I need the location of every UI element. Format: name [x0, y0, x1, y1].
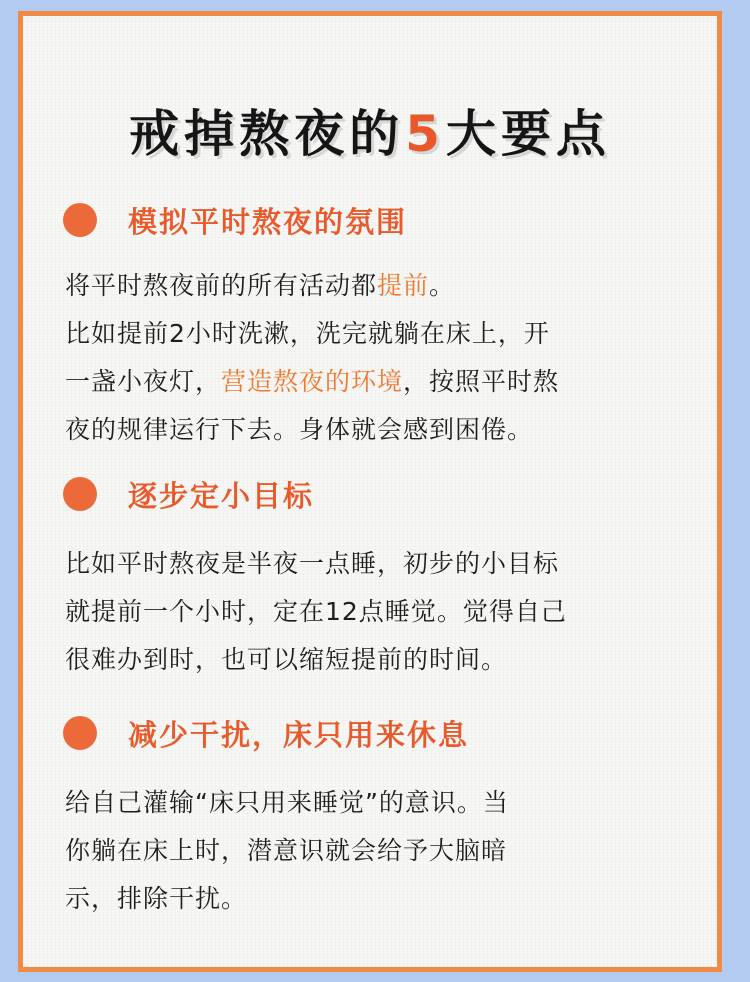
- text-segment: ，按照平时熬: [403, 367, 560, 396]
- section-body-1: [65, 262, 705, 454]
- body-line: [65, 779, 705, 827]
- text-segment: 给自己灌输“床只用来睡觉”的意识。当: [65, 788, 509, 817]
- section-heading-2: [63, 474, 314, 514]
- text-segment: 比如提前2小时洗漱，洗完就躺在床上，开: [65, 319, 550, 348]
- body-line: [65, 358, 705, 406]
- section-body-3: [65, 779, 705, 923]
- body-line: [65, 540, 705, 588]
- text-segment: 。: [429, 271, 456, 300]
- text-segment: 夜的规律运行下去。身体就会感到困倦。: [65, 415, 534, 444]
- title-number: 5: [405, 105, 445, 163]
- body-line: [65, 636, 705, 684]
- page-title: [23, 94, 717, 174]
- body-line: [65, 588, 705, 636]
- highlight-text: 营造熬夜的环境: [221, 367, 404, 396]
- section-heading-3: [63, 713, 469, 753]
- section-heading-text: 逐步定小目标: [128, 478, 315, 513]
- body-line: [65, 406, 705, 454]
- section-heading-1: [63, 200, 407, 240]
- text-segment: 比如平时熬夜是半夜一点睡，初步的小目标: [65, 549, 560, 578]
- content-card: [18, 11, 722, 972]
- text-segment: 示，排除干扰。: [65, 884, 248, 913]
- text-segment: 将平时熬夜前的所有活动都: [65, 271, 378, 300]
- body-line: [65, 875, 705, 923]
- bullet-dot-icon: [63, 203, 97, 237]
- body-line: [65, 310, 705, 358]
- title-suffix: 大要点: [445, 105, 611, 163]
- text-segment: 你躺在床上时，潜意识就会给予大脑暗: [65, 836, 508, 865]
- bullet-dot-icon: [63, 716, 97, 750]
- highlight-text: 提前: [377, 271, 430, 300]
- body-line: [65, 262, 705, 310]
- text-segment: 很难办到时，也可以缩短提前的时间。: [65, 645, 508, 674]
- section-heading-text: 模拟平时熬夜的氛围: [128, 204, 408, 239]
- body-line: [65, 827, 705, 875]
- text-segment: 一盏小夜灯，: [65, 367, 222, 396]
- bullet-dot-icon: [63, 477, 97, 511]
- text-segment: 就提前一个小时，定在12点睡觉。觉得自己: [65, 597, 567, 626]
- section-body-2: [65, 540, 705, 684]
- title-prefix: 戒掉熬夜的: [129, 105, 405, 163]
- section-heading-text: 减少干扰，床只用来休息: [128, 717, 470, 752]
